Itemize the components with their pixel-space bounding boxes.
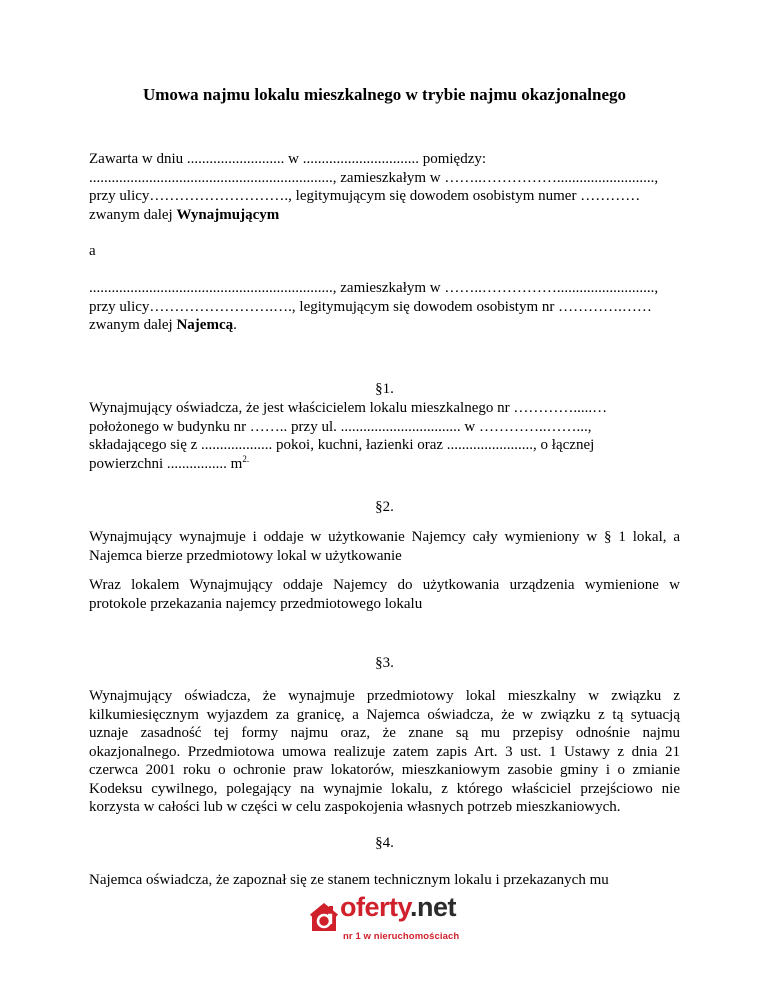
tenant-label: Najemcą: [176, 317, 234, 333]
landlord-label: Wynajmującym: [176, 206, 280, 223]
square-meter-superscript: 2.: [242, 454, 250, 464]
section-1-heading: §1.: [375, 381, 394, 397]
section-3-line: kilkumiesięcznym wyjazdem za granicę, a Najemca oświadcza, że w związku z tą sytuacją: [89, 706, 680, 723]
landlord-block: [89, 150, 680, 224]
section-1-body: [89, 399, 680, 473]
section-3-body: [89, 687, 680, 817]
section-2-line: Wraz lokalem Wynajmujący oddaje Najemcy do użytkowania urządzenia wymienione w: [89, 577, 680, 593]
section-2-line: Wynajmujący wynajmuje i oddaje w użytkowanie Najemcy cały wymieniony w § 1 lokal, a: [89, 529, 680, 545]
section-1-line: Wynajmujący oświadcza, że jest właścicielem lokalu mieszkalnego nr ………….....…: [89, 400, 608, 416]
section-2-line: Najemca bierze przedmiotowy lokal w użytkowanie: [89, 547, 402, 564]
tenant-block: [89, 279, 680, 335]
section-2-paragraph-1: [89, 528, 680, 565]
oferty-net-logo[interactable]: [310, 892, 470, 944]
section-3-heading: §3.: [375, 655, 394, 671]
section-3-line: korzysta w całości lub w części w celu zaspokojenia własnych potrzeb mieszkaniowych.: [89, 799, 621, 815]
logo-tagline: nr 1 w nieruchomościach: [343, 931, 460, 942]
document-title: Umowa najmu lokalu mieszkalnego w trybie najmu okazjonalnego: [142, 85, 627, 104]
house-icon: [310, 903, 338, 933]
intro-line-address: ................................................................., zamieszkałym w ……..……………..........................,: [89, 169, 659, 186]
and-word: a: [89, 243, 96, 259]
section-3-line: czerwca 2001 roku o ochronie praw lokatorów, mieszkaniowym zasobie gminy i o zmianie: [89, 762, 680, 778]
section-2-heading: §2.: [375, 499, 394, 515]
section-3-line: okazjonalnego. Przedmiotowa umowa realizuje zatem zapis Art. 3 ust. 1 Ustawy z dnia 21: [89, 743, 680, 760]
tenant-line-id: przy ulicy…………………….…., legitymującym się dowodem osobistym nr ………….……: [89, 298, 652, 315]
section-3-line: Kodeksu cywilnego, polegający na wynajmie lokalu, z którego właściciel przejściowo nie: [89, 780, 680, 797]
section-3-line: Wynajmujący oświadcza, że wynajmuje przedmiotowy lokal mieszkalny w związku z: [89, 688, 680, 704]
section-4-heading: §4.: [375, 835, 394, 851]
logo-wordmark: oferty.net: [340, 892, 457, 922]
section-1-line: składającego się z ................... pokoi, kuchni, łazienki oraz ......................., o łącznej: [89, 437, 595, 453]
section-1-line: położonego w budynku nr …….. przy ul. ................................ w …………..……...,: [89, 418, 592, 435]
intro-line-role: zwanym dalej Wynajmującym: [89, 206, 280, 223]
section-2-line: protokole przekazania najemcy przedmiotowego lokalu: [89, 595, 423, 612]
section-4-body: [89, 871, 680, 890]
section-4-line: Najemca oświadcza, że zapoznał się ze stanem technicznym lokalu i przekazanych mu: [89, 872, 609, 888]
tenant-line-role: zwanym dalej Najemcą.: [89, 317, 237, 333]
section-3-line: uznaje zasadność tej formy najmu oraz, że znane są mu przepisy odnośnie najmu: [89, 725, 680, 741]
tenant-line-address: ................................................................., zamieszkałym w ……..……………..........................,: [89, 280, 659, 296]
intro-line-date: Zawarta w dniu .......................... w ............................... pomiędzy:: [89, 151, 487, 167]
section-1-line: powierzchni ................ $m^{2.}$: [89, 454, 250, 472]
intro-line-id: przy ulicy………………………., legitymującym się dowodem osobistym numer …………: [89, 188, 641, 204]
section-2-paragraph-2: [89, 576, 680, 613]
